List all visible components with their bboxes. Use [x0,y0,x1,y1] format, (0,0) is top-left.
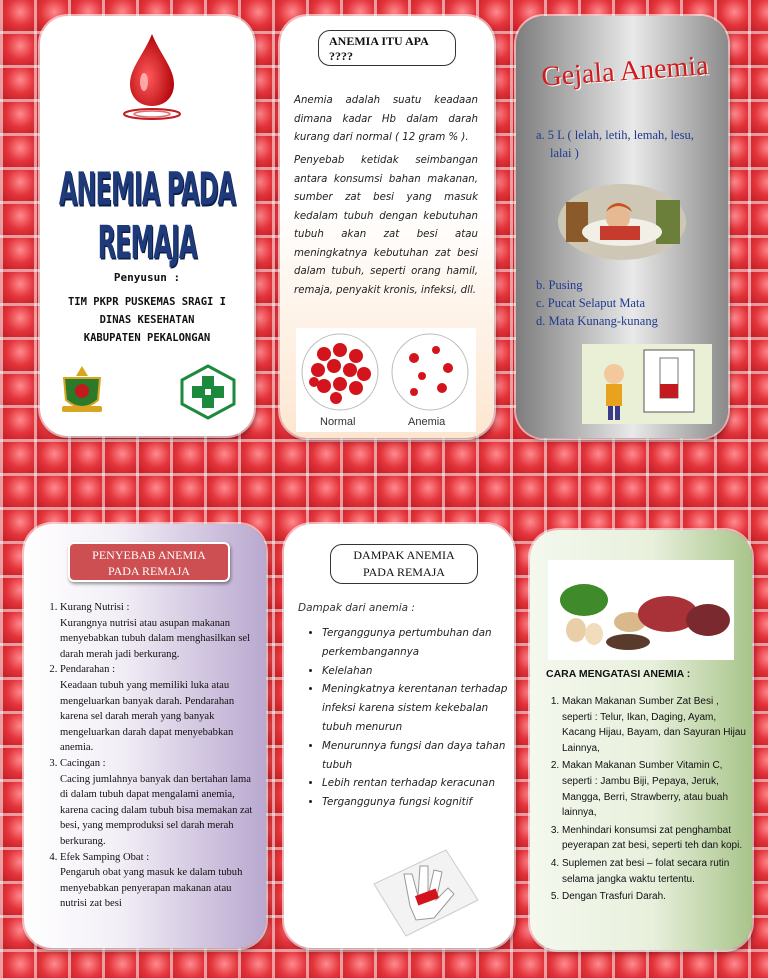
treatment-item: 3. Menhindari konsumsi zat penghambat peyerapan zat besi, seperti teh dan kopi. [562,823,746,854]
tired-student-image-icon [556,182,688,262]
treatment-item: 5. Dengan Trasfuri Darah. [562,889,746,905]
kabupaten-emblem-icon [58,364,106,416]
treatment-title: CARA MENGATASI ANEMIA : [546,668,691,680]
symptom-item-b: b. Pusing [536,278,583,292]
treatment-item: 2. Makan Makanan Sumber Vitamin C, seperti : Jambu Biji, Pepaya, Jeruk, Mangga, Berri, Strawberry, atau buah lainnya, [562,758,746,820]
blood-cells-icon [296,328,476,414]
impact-item: • Meningkatnya kerentanan terhadap infeksi karena sistem kekebalan tubuh menurun [322,680,508,736]
impact-heading-callout [330,544,478,584]
blood-drop-icon [122,32,182,122]
cause-title: Efek Samping Obat : [60,851,150,863]
definition-panel [280,16,494,438]
symptoms-panel [516,16,728,438]
definition-paragraph-2: Penyebab ketidak seimbangan antara konsumsi bahan makanan, sumber zat besi yang masuk kedalam tubuh dengan kebutuhan tubuh akan zat besi atau meningkatnya kebutuhan zat besi dalam tubuh, seperti orang hamil, remaja, penyakit kronis, infeksi, dll. [294,155,478,296]
treatment-item: 4. Suplemen zat besi – folat secara rutin selama jangka waktu tertentu. [562,856,746,887]
cause-item [60,662,260,756]
impact-heading-line-2: PADA REMAJA [363,565,445,579]
cover-panel [40,16,254,436]
hand-stamp-image-icon [366,844,486,940]
symptom-item-d: d. Mata Kunang-kunang [536,314,658,328]
anemia-cartoon-image-icon [582,344,712,424]
causes-list [38,600,260,912]
impact-item: • Kelelahan [322,662,508,681]
author-line-1: TIM PKPR PUSKEMAS SRAGI I [67,296,227,308]
anemia-label: Anemia [408,416,446,428]
normal-label: Normal [320,416,356,428]
definition-heading-callout [318,30,456,66]
author-label: Penyusun : [113,271,181,284]
blood-cells-comparison-image [296,328,476,432]
impact-intro: Dampak dari anemia : [298,602,415,614]
iron-rich-food-image-icon [548,560,734,660]
causes-panel [24,524,266,948]
symptom-item-c: c. Pucat Selaput Mata [536,296,645,310]
impact-item: • Terganggunya pertumbuhan dan perkembangannya [322,624,508,662]
treatment-panel [530,530,752,950]
impact-heading-line-1: DAMPAK ANEMIA [353,548,455,562]
symptom-item-a: a. 5 L ( lelah, letih, lemah, lesu, [536,128,694,142]
impact-list [308,624,508,812]
symptoms-title: Gejala Anemia [540,50,710,93]
treatment-list [544,694,746,907]
causes-heading-line-2: PADA REMAJA [108,564,190,578]
definition-heading: ANEMIA ITU APA ???? [329,34,429,63]
cause-desc: Kurangnya nutrisi atau asupan makanan menyebabkan tubuh dalam menghasilkan sel darah merah jadi berkurang. [60,617,251,660]
cause-desc: Keadaan tubuh yang memiliki luka atau mengeluarkan banyak darah. Pendarahan karena sel darah merah yang banyak mengeluarkan darah dapat menyebabkan anemia. [60,679,235,754]
impact-item: • Lebih rentan terhadap keracunan [322,774,508,793]
cause-desc: Cacing jumlahnya banyak dan bertahan lama di dalam tubuh dapat mengalami anemia, karena cacing dalam tubuh bisa memakan zat besi, yang memproduksi sel darah merah berkurang. [60,773,253,847]
definition-paragraph-1: Anemia adalah suatu keadaan dimana kadar Hb dalam darah kurang dari normal ( 12 gram % ). [294,95,478,143]
causes-heading-line-1: PENYEBAB ANEMIA [92,548,206,562]
cause-item [60,600,260,662]
author-line-2: DINAS KESEHATAN [99,314,195,326]
author-line-3: KABUPATEN PEKALONGAN [83,332,211,344]
cause-item [60,850,260,912]
cause-title: Kurang Nutrisi : [60,602,130,613]
treatment-item: 1. Makan Makanan Sumber Zat Besi , seperti : Telur, Ikan, Daging, Ayam, Kacang Hijau, Bayam, dan Sayuran Hijau Lainnya, [562,694,746,756]
impact-item: • Menurunnya fungsi dan daya tahan tubuh [322,737,508,775]
impact-item: • Terganggunya fungsi kognitif [322,793,508,812]
puskesmas-logo-icon [180,364,236,420]
cause-desc: Pengaruh obat yang masuk ke dalam tubuh menyebabkan penyerapan makanan atau nutrisi zat besi [60,867,243,910]
cause-title: Pendarahan : [60,664,116,676]
cause-title: Cacingan : [60,757,106,769]
symptom-item-a-cont: lalai ) [550,146,579,160]
causes-heading-banner [68,542,230,582]
impact-panel [284,524,514,948]
cover-title: ANEMIA PADA REMAJA [58,162,236,270]
cause-item [60,756,260,850]
